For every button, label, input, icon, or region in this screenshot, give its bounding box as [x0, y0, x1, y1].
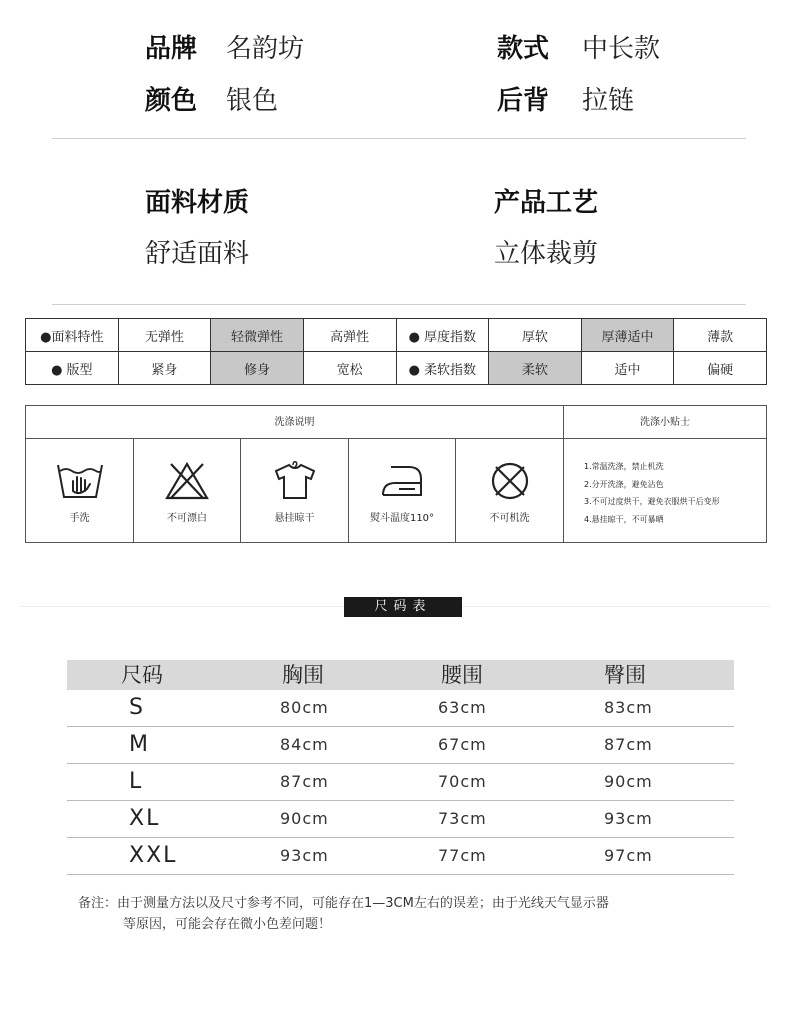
size-cell: 97cm: [604, 846, 653, 865]
size-cell: 83cm: [604, 698, 653, 717]
size-cell: 73cm: [438, 809, 487, 828]
size-table-row: [67, 764, 734, 801]
props-cell: ● 版型: [26, 352, 119, 385]
wash-tip: 3.不可过度烘干，避免衣服烘干后变形: [584, 497, 720, 506]
size-cell: 63cm: [438, 698, 487, 717]
size-header: 腰围: [441, 663, 483, 687]
size-cell: XL: [129, 806, 161, 831]
note-line-2: 等原因，可能会存在微小色差问题！: [123, 917, 332, 932]
color-label: 颜色: [145, 86, 198, 116]
brand-label: 品牌: [145, 34, 198, 64]
properties-row-1: [26, 319, 767, 352]
wash-tip: 4.悬挂晾干，不可暴晒: [584, 514, 664, 524]
size-cell: 93cm: [280, 846, 329, 865]
size-cell: 93cm: [604, 809, 653, 828]
wash-item-label: 手洗: [69, 513, 90, 524]
size-table-row: [67, 727, 734, 764]
props-cell: ● 厚度指数: [396, 319, 489, 352]
size-cell: 77cm: [438, 846, 487, 865]
style-value: 中长款: [582, 34, 661, 64]
size-cell: M: [129, 732, 150, 757]
hang-dry-icon: [272, 461, 318, 501]
wash-instructions: [25, 405, 767, 543]
craft-value: 立体裁剪: [494, 239, 599, 269]
size-header: 臀围: [604, 663, 646, 687]
size-table-header: [67, 660, 734, 690]
back-value: 拉链: [582, 86, 635, 116]
size-chart-title: 尺码表: [344, 597, 462, 617]
size-cell: L: [129, 769, 144, 794]
wash-item-label: 悬挂晾干: [274, 513, 315, 524]
props-cell: 适中: [581, 352, 674, 385]
fabric-label: 面料材质: [145, 188, 250, 218]
props-cell: 无弹性: [118, 319, 211, 352]
size-cell: S: [129, 695, 145, 720]
wash-tip: 1.常温洗涤，禁止机洗: [584, 462, 664, 471]
size-header: 胸围: [282, 663, 324, 687]
no-machine-wash-icon: [488, 461, 532, 501]
props-cell: 厚软: [489, 319, 582, 352]
wash-item: [241, 439, 349, 542]
size-header: 尺码: [121, 663, 163, 687]
size-table-row: [67, 801, 734, 838]
wash-item: [134, 439, 241, 542]
size-table-row: [67, 838, 734, 875]
size-cell: 84cm: [280, 735, 329, 754]
wash-title: 洗涤说明: [26, 406, 564, 439]
divider: [52, 304, 746, 305]
brand-value: 名韵坊: [226, 34, 305, 64]
props-cell: ● 柔软指数: [396, 352, 489, 385]
note-line-1: 备注：由于测量方法以及尺寸参考不同，可能存在1—3CM左右的误差；由于光线天气显示器: [78, 896, 609, 911]
color-value: 银色: [226, 86, 279, 116]
hand-wash-icon: [55, 461, 105, 501]
size-cell: 80cm: [280, 698, 329, 717]
fabric-value: 舒适面料: [145, 239, 250, 269]
properties-row-2: [26, 352, 767, 385]
size-cell: 90cm: [280, 809, 329, 828]
size-cell: 90cm: [604, 772, 653, 791]
size-cell: 87cm: [604, 735, 653, 754]
props-cell: 偏硬: [674, 352, 767, 385]
wash-item-label: 不可漂白: [167, 513, 207, 524]
wash-tips-title: 洗涤小贴士: [564, 406, 766, 439]
props-cell-selected: 修身: [211, 352, 304, 385]
measurement-note: [78, 893, 609, 935]
props-cell: 紧身: [118, 352, 211, 385]
size-table: [67, 660, 734, 875]
wash-item-label: 不可机洗: [489, 513, 530, 524]
props-cell: ●面料特性: [26, 319, 119, 352]
size-cell: XXL: [129, 843, 178, 868]
props-cell-selected: 厚薄适中: [581, 319, 674, 352]
wash-item: [26, 439, 134, 542]
props-cell-selected: 轻微弹性: [211, 319, 304, 352]
size-cell: 67cm: [438, 735, 487, 754]
props-cell: 高弹性: [303, 319, 396, 352]
wash-item: [456, 439, 564, 542]
size-cell: 70cm: [438, 772, 487, 791]
craft-label: 产品工艺: [494, 188, 599, 218]
divider: [52, 138, 746, 139]
iron-icon: [379, 461, 425, 501]
style-label: 款式: [497, 34, 550, 64]
wash-item-label: 熨斗温度110°: [369, 513, 435, 524]
props-cell: 宽松: [303, 352, 396, 385]
properties-table: [25, 318, 767, 385]
size-cell: 87cm: [280, 772, 329, 791]
wash-tips: [584, 458, 720, 528]
back-label: 后背: [497, 86, 550, 116]
no-bleach-icon: [165, 461, 209, 501]
wash-item: [349, 439, 456, 542]
size-table-row: [67, 690, 734, 727]
props-cell-selected: 柔软: [489, 352, 582, 385]
wash-tip: 2.分开洗涤，避免沾色: [584, 479, 664, 489]
props-cell: 薄款: [674, 319, 767, 352]
